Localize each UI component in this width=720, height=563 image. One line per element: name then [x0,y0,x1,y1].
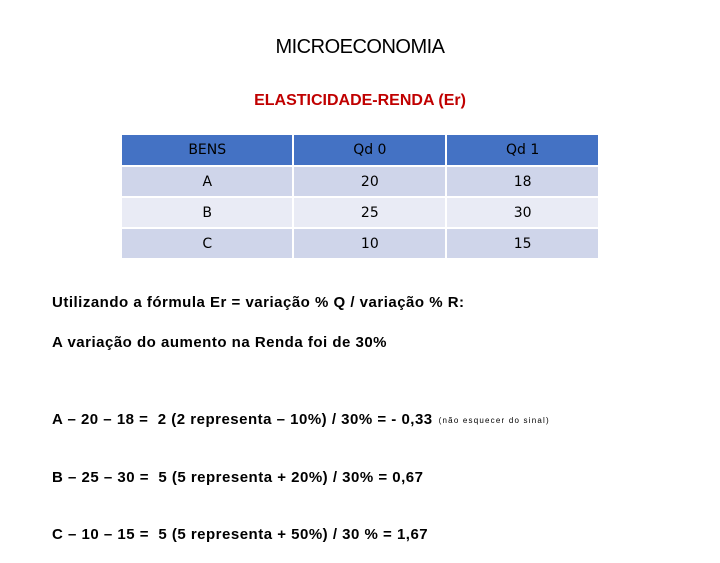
table-cell: 18 [446,166,599,197]
calculation-row-b: B – 25 – 30 = 5 (5 representa + 20%) / 30% = 0,67 [52,468,424,486]
table-cell: 10 [293,228,446,259]
table-cell: C [121,228,293,259]
table-row [121,228,599,259]
sign-reminder-note: (não esquecer do sinal) [438,415,550,425]
table-cell: 25 [293,197,446,228]
calculation-a-text: A – 20 – 18 = 2 (2 representa – 10%) / 30% = - 0,33 [52,411,433,428]
table-cell: B [121,197,293,228]
slide-subtitle: ELASTICIDADE-RENDA (Er) [254,92,466,109]
table-row [121,166,599,197]
column-header-bens: BENS [121,134,293,166]
table-cell: 15 [446,228,599,259]
table-cell: A [121,166,293,197]
calculations-block [52,372,550,563]
column-header-qd1: Qd 1 [446,134,599,166]
table-header-row [121,134,599,166]
table-row [121,197,599,228]
formula-text: Utilizando a fórmula Er = variação % Q / variação % R: [52,294,465,311]
calculation-row-a [52,410,550,430]
table-cell: 20 [293,166,446,197]
table-cell: 30 [446,197,599,228]
calculation-row-c: C – 10 – 15 = 5 (5 representa + 50%) / 30 % = 1,67 [52,525,429,543]
goods-table [120,133,600,260]
slide-title: MICROECONOMIA [275,36,445,58]
column-header-qd0: Qd 0 [293,134,446,166]
income-change-text: A variação do aumento na Renda foi de 30% [52,334,388,351]
